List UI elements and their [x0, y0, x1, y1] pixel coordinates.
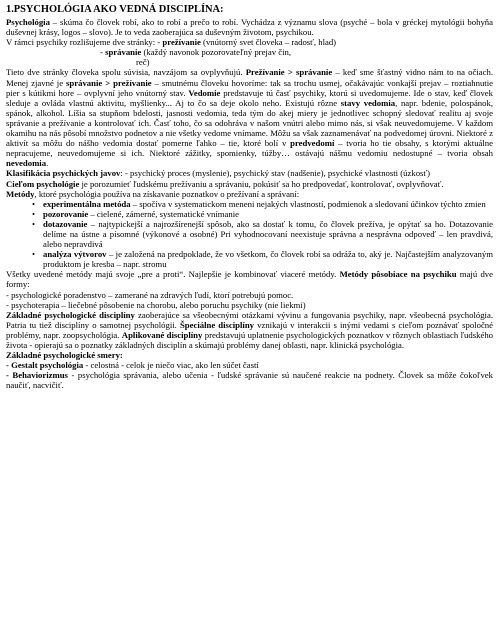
smer-gestalt — [6, 360, 493, 370]
metody-text: , ktoré psychológia používa na získavanie poznatkov o prežívaní a správaní: — [34, 188, 300, 199]
vedomie-text: – smutnému človeku hovoríme: tak sa trochu usmej, očakávajúc vonkajší prejav – roztiahnutie pier s kútikmi hore – ovplyvní jeho vnútorný stav. — [6, 77, 493, 98]
list-item — [32, 209, 493, 219]
disciplines-bold: Základné psychologické disciplíny — [6, 309, 135, 320]
list-item — [32, 249, 493, 269]
form-poradenstvo: - psychologické poradenstvo – zamerané na zdravých ľudí, ktorí potrebujú pomoc. — [6, 289, 294, 300]
smer-text: - psychológia správania, alebo učenia - ľudské správanie sú naučené reakcie na podnety. Človek sa môže čokoľvek naučiť, nacvičiť. — [6, 370, 493, 391]
klasifikacia-term: Klasifikácia psychických javov — [6, 168, 121, 179]
method-text: – cielené, zámerné, systematické vnímanie — [88, 208, 239, 219]
side-prezivanie-term: prežívanie — [162, 37, 201, 48]
smer-term: - Behaviorizmus — [6, 370, 68, 381]
disciplines-text: vznikajú v interakcii s inými vedami s cieľom poznávať spoločné problémy, napr. zoopsychológia. — [6, 319, 493, 340]
method-text: – najtypickejší a najrozšírenejší spôsob, ako sa dostať k tomu, čo človek prežíva, je opýtať sa ho. Dotazovanie delíme na ústne a písomné (výkonové a osobné) Pri vyhodnocovaní neexistuje správna a nesprávna odpoveď – len pravdivá, alebo nepravdivá — [43, 218, 493, 250]
vedomie-bold: správanie > prežívanie — [66, 77, 152, 88]
vedomie-bold: stavy vedomia — [340, 97, 396, 108]
list-item — [32, 199, 493, 209]
vedomie-text: , napr. bdenie, polospánok, spánok, alkohol. Líšia sa stupňom bdelosti, jasnosti vedomia, teda tým do akej miery je jednotlivec schopný sledovať realitu aj svoje správanie a prežívanie a kontrolovať ich. Časť toho, čo sa odohráva v našom vnútri alebo mimo nás, si však neuvedomujeme. V každom okamihu na nás pôsobí množstvo podnetov a nie všetky vedome vnímame. Môžu sa však zaznamenávať na podvedomej úrovni. Niektoré z aktivít sa môžu do nášho vedomia dostať pomerne ľahko – tie, ktoré bolí v — [6, 97, 494, 149]
definition-term: Psychológia — [6, 17, 50, 27]
definition-text: – skúma čo človek robí, ako to robí a prečo to robí. Vychádza z významu slova (psyché – bola v gréckej mytológii bohyňa duševnej krásy, logos – slovo). Je to veda zaoberajúca sa duševným životom, psychikou. — [6, 17, 493, 38]
disciplines-paragraph — [6, 310, 493, 350]
klasifikacia-paragraph — [6, 168, 493, 178]
vedomie-text: predstavuje tú časť psychiky, ktorú si uvedomujeme. Ide o stav, keď človek sleduje a ovláda vlastnú aktivitu, myšlienky... Aj to čo sa deje okolo neho. Existujú rôzne — [6, 87, 493, 108]
vedomie-paragraph — [6, 67, 493, 168]
summary-bold: Metódy pôsobiace na psychiku — [339, 269, 457, 280]
vedomie-text: Tieto dve stránky človeka spolu súvisia, navzájom sa ovplyvňujú. — [6, 67, 246, 78]
list-item — [32, 219, 493, 249]
side-spravanie-prefix: - — [100, 47, 106, 58]
metody-term: Metódy — [6, 188, 35, 199]
document-title: 1.PSYCHOLÓGIA AKO VEDNÁ DISCIPLÍNA: — [6, 4, 224, 15]
form-psychoterapia: - psychoterapia – liečebné pôsobenie na chorobu, alebo poruchu psychiky (nie liekmi) — [6, 299, 306, 310]
disciplines-bold: Aplikované disciplíny — [121, 329, 203, 340]
side-spravanie-continuation: reč) — [136, 57, 150, 68]
ciel-text: je porozumieť ľudskému prežívaniu a správaniu, pokúsiť sa ho predpovedať, kontrolovať, ovplyvňovať. — [79, 178, 444, 189]
vedomie-text: . — [46, 158, 49, 169]
smery-title: Základné psychologické smery: — [6, 350, 123, 361]
method-text: – spočíva v systematickom meneni nejakých vlastností, podmienok a sledovaní účinkov týchto zmien — [130, 198, 486, 209]
method-term: pozorovanie — [43, 208, 89, 219]
method-term: dotazovanie — [43, 218, 88, 229]
method-term: analýza výtvorov — [43, 249, 107, 260]
summary-text: majú dve formy: — [6, 269, 493, 290]
metody-paragraph — [6, 189, 493, 199]
vedomie-text: – tvoria ho tie obsahy, s ktorými aktuálne nepracujeme, neuvedomujeme si ich. Niektoré zážitky, spomienky, túžby… ostávajú nášmu vedomiu nedostupné – tvoria obsah — [6, 138, 494, 159]
vedomie-bold: Vedomie — [188, 87, 221, 98]
smery-heading — [6, 350, 493, 360]
disciplines-bold: Špeciálne disciplíny — [179, 319, 255, 330]
method-term: experimentálna metóda — [43, 198, 131, 209]
vedomie-bold: Prežívanie > správanie — [245, 67, 333, 78]
vedomie-bold: nevedomia — [6, 158, 47, 169]
summary-text: Všetky uvedené metódy majú svoje „pre a proti“. Najlepšie je kombinovať viaceré metódy. — [6, 269, 340, 280]
klasifikacia-text: : - psychický proces (myslenie), psychický stav (nadšenie), psychické vlastnosti (úzkosť) — [120, 168, 431, 179]
smer-term: - Gestalt psychológia — [6, 360, 84, 371]
ciel-paragraph — [6, 179, 493, 189]
definition-paragraph — [6, 17, 493, 37]
side-spravanie-text: (každý navonok pozorovateľný prejav čin, — [141, 47, 291, 58]
disciplines-text: zaoberajúce sa všeobecnými otázkami vývinu a fungovania psychiky, napr. všeobecná psychológia. Patria tu tiež disciplíny o samotnej psychológii. — [6, 309, 493, 330]
side-prezivanie-text: (vnútorný svet človeka – radosť, hlad) — [200, 37, 337, 48]
methods-list — [6, 199, 493, 270]
metody-summary-paragraph — [6, 269, 493, 289]
side-spravanie-term: správanie — [105, 47, 142, 58]
disciplines-text: predstavujú uplatnenie psychologických poznatkov v rôznych oblastiach ľudského života - opierajú sa o poznatky základných disciplín a skúmajú problémy danej oblasti, napr. klinická psychológia. — [6, 329, 494, 350]
method-text: – je založená na predpoklade, že vo všetkom, čo človek robí sa odráža to, aký je. Najčastejším analyzovaným produktom je kresba – napr. stromu — [43, 249, 493, 270]
vedomie-bold: predvedomí — [290, 138, 335, 149]
vedomie-text: – keď sme šťastný vidno nám to na očiach. Menej zjavné je — [6, 67, 493, 88]
ciel-term: Cieľom psychológie — [6, 178, 80, 189]
smer-behaviorizmus — [6, 370, 493, 390]
sides-intro: V rámci psychiky rozlišujeme dve stránky: - — [6, 37, 163, 48]
smer-text: - celostná - celok je niečo viac, ako len súčet častí — [83, 360, 259, 371]
sides-line — [6, 37, 493, 47]
side-spravanie-line — [6, 47, 493, 57]
